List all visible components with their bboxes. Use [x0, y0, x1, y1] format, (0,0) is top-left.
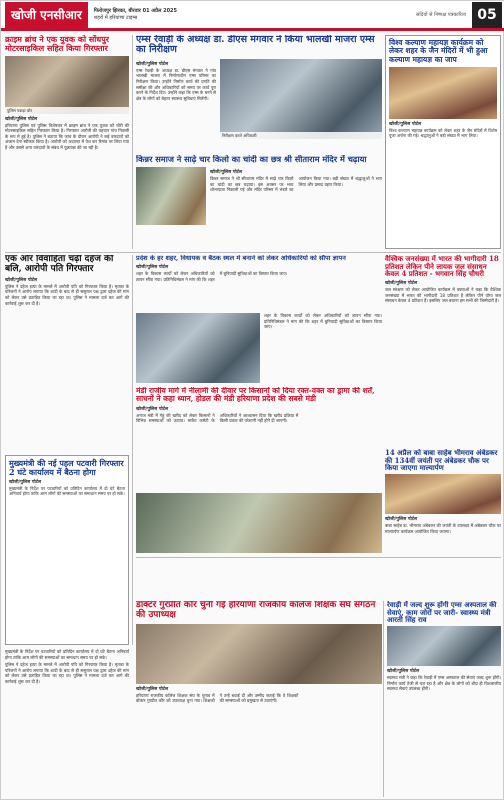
story-body: बाबा साहेब डा. भीमराव अंबेडकर की जयंती के उपलक्ष्य में अंबेडकर चौक पर माल्यार्पण कार्यक्रम आयोजित किया जाएगा। — [385, 523, 501, 534]
story-photo-meeting — [136, 313, 260, 383]
story-body: विश्व कल्याण महायज्ञ कार्यक्रम को लेकर शहर के जैन मंदिरों में विशेष पूजा अर्चना की गई। श्रद्धालुओं ने बड़ी संख्या में भाग लिया। — [389, 127, 497, 139]
story-kinnar-samaj — [136, 155, 382, 249]
byline: खोजी/पुलिस पोर्टल — [136, 686, 169, 692]
byline: खोजी/पुलिस पोर्टल — [136, 265, 169, 271]
headline: एक और विवाहिता चढ़ी दहेज की बलि, आरोपी पति गिरफ्तार — [5, 255, 114, 274]
headline: मुख्यमंत्री की नई पहल पटवारी गिरफ्तार 2 घंटे कार्यालय में बैठना होगा — [9, 458, 124, 477]
row-rule — [136, 557, 501, 558]
masthead-info — [88, 8, 410, 22]
story-rewari-aiims — [387, 601, 501, 797]
headline: विश्व कल्याण महायज्ञ कार्यक्रम को लेकर शहर के जैन मंदिरों में भी हुआ कल्याण महायज्ञ का जाप — [389, 38, 488, 64]
story-body: किन्नर समाज ने श्री सीताराम मंदिर में साढ़े चार किलो का चांदी का छत्र चढ़ाया। इस अवसर पर भव्य शोभायात्रा निकाली गई और मंदिर परिसर में भंडारे का आयोजन किया गया। बड़ी संख्या में श्रद्धालुओं ने भाग लिया और प्रसाद ग्रहण किया। — [210, 176, 382, 193]
story-photo — [387, 626, 501, 666]
story-body: मुख्यमंत्री के निर्देश पर पटवारियों को प्रतिदिन कार्यालय में दो घंटे बैठना अनिवार्य होगा ताकि आम लोगों की समस्याओं का समाधान समय पर हो सके। — [9, 485, 125, 497]
column-rule — [132, 255, 133, 645]
byline: खोजी/पुलिस पोर्टल — [385, 517, 418, 523]
headline: 14 अप्रैल को बाबा साहेब भीमराव अंबेडकर की 134वीं जयंती पर अंबेडकर चौक पर किया जाएगा माल्यार्पण — [385, 449, 498, 473]
story-body: स्वास्थ्य मंत्री ने कहा कि रेवाड़ी में एम्स अस्पताल की सेवाएं जल्द शुरू होंगी। निर्माण कार्य तेजी से चल रहा है और क्षेत्र के लोगों को शीघ्र ही विश्वस्तरीय स्वास्थ्य सेवाएं उपलब्ध होंगी। — [387, 675, 501, 692]
story-body: एम्स रेवाड़ी के अध्यक्ष डा. डीएस मंगवार ने गांव भालखी माजरा में निर्माणाधीन एम्स परिसर का निरीक्षण किया। उन्होंने निर्माण कार्य की प्रगति की समीक्षा की और अधिकारियों को समय पर कार्य पूरा करने के निर्देश दिए। उन्होंने कहा कि एम्स के बनने से क्षेत्र के लोगों को बेहतर स्वास्थ्य सुविधाएं मिलेंगी। — [136, 67, 216, 101]
headline: मंडी राजीव मार्ग में नीलामी की दीवार पर किसानों को दिया रक्त-वक्त का ड्रामा की शर्तें, साधनों ने कहा ध्यान, होडल की मंडी हरियाणा प्रदेश की सबसे मंडी — [136, 387, 375, 404]
byline: खोजी/पुलिस पोर्टल — [210, 170, 243, 176]
masthead-subtitle: शहरों में हरियाणा टाइम्स — [93, 14, 138, 21]
headline: डॉक्टर गुरप्रीत कौर चुनी गई हरियाणा राजकीय कॉलेज शिक्षक संघ संगठन की उपाध्यक्ष — [136, 601, 376, 620]
brand-logo: खोजी एनसीआर — [5, 2, 88, 28]
masthead-tagline: सदियों से निष्पक्ष पत्रकारिता — [416, 11, 466, 18]
story-body: शहर के विकास कार्यों को लेकर अधिकारियों को ज्ञापन सौंपा गया। प्रतिनिधिमंडल ने मांग की कि शहर में बुनियादी सुविधाओं का विस्तार किया जाए। — [264, 313, 382, 330]
story-body: मुख्यमंत्री के निर्देश पर पटवारियों को प्रतिदिन कार्यालय में दो घंटे बैठना अनिवार्य होगा ताकि आम लोगों की समस्याओं का समाधान समय पर हो सके। — [5, 649, 129, 660]
story-crime-branch — [5, 35, 129, 249]
story-patwari-continued — [5, 649, 129, 797]
story-body: हरियाणा राजकीय कॉलेज शिक्षक संघ के चुनाव में डॉक्टर गुरप्रीत कौर को उपाध्यक्ष चुना गया। शिक्षकों ने उन्हें बधाई दी और उम्मीद जताई कि वे शिक्षकों की समस्याओं को प्रमुखता से उठाएंगी। — [136, 692, 299, 704]
byline: खोजी/पुलिस पोर्टल — [389, 121, 422, 127]
column-rule — [383, 601, 384, 797]
photo-caption: निरीक्षण करते अधिकारी — [220, 132, 382, 139]
story-body: अनाज मंडी में गेहूं की खरीद को लेकर किसानों ने विभिन्न समस्याओं को उठाया। मार्केट कमेटी के अधिकारियों ने आश्वासन दिया कि खरीद प्रक्रिया में किसी प्रकार की परेशानी नहीं होने दी जाएगी। — [136, 412, 299, 424]
headline: किन्नर समाज ने साढ़े चार किलो का चांदी का छत्र श्री सीताराम मंदिर में चढ़ाया — [136, 155, 367, 164]
byline: खोजी/पुलिस पोर्टल — [387, 669, 420, 675]
story-water-resources — [385, 255, 501, 447]
byline: खोजी/पुलिस पोर्टल — [9, 479, 42, 485]
story-aiims-inspection — [136, 35, 382, 153]
byline: खोजी/पुलिस पोर्टल — [136, 406, 169, 412]
story-body: हरियाणा पुलिस एवं पुलिस विशेषकर में क्राइम ब्रांच ने एक युवक को चोरी की मोटरसाइकिल सहित गिरफ्तार किया है। गिरफ्तार आरोपी की पहचान गांव निवासी के रूप में हुई है। पुलिस ने बताया कि जांच के दौरान आरोपी ने कई वारदातों को अंजाम देना स्वीकार किया है। आरोपी को अदालत में पेश कर रिमांड पर लिया गया है और उससे अन्य वारदातों के संबंध में पूछताछ की जा रही है। — [5, 122, 129, 150]
row-rule — [5, 252, 501, 253]
story-mandi-farmers — [136, 387, 382, 491]
story-body: शहर के विकास कार्यों को लेकर अधिकारियों को ज्ञापन सौंपा गया। प्रतिनिधिमंडल ने मांग की कि शहर में बुनियादी सुविधाओं का विस्तार किया जाए। — [136, 271, 288, 282]
byline: खोजी/पुलिस पोर्टल — [136, 61, 169, 67]
story-gurpreet-kaur — [136, 601, 382, 797]
masthead — [1, 1, 504, 31]
column-rule — [132, 35, 133, 249]
story-memorandum — [136, 255, 382, 311]
headline: प्रदेश के हर शहर, विधायक व बैठक स्थल में बनाने को लेकर अधिकारियों को सौंपा ज्ञापन — [136, 255, 346, 262]
story-jain-mahayagya — [385, 35, 501, 249]
headline: वैश्विक जनसंख्या में भारत की भागीदारी 18 प्रतिशत लेकिन पीने लायक जल संसाधन केवल 4 प्रतिशत - भगवान सिंह चौधरी — [385, 255, 499, 279]
story-photo — [389, 67, 497, 119]
headline: रेवाड़ी में जल्द शुरू होंगी एम्स अस्पताल की सेवाएं, काम जोरों पर जारी- स्वास्थ्य मंत्री आरती सिंह राव — [387, 601, 497, 625]
story-photo — [220, 59, 382, 139]
story-body: जल संरक्षण को लेकर आयोजित कार्यक्रम में वक्ताओं ने कहा कि वैश्विक जनसंख्या में भारत की भागीदारी 18 प्रतिशत है लेकिन पीने योग्य जल संसाधन केवल 4 प्रतिशत हैं। इसलिए जल बचाना हम सभी की जिम्मेदारी है। — [385, 287, 501, 304]
story-memorandum-continued — [264, 313, 382, 383]
masthead-date: फिरोजपुर झिरका, बीरवार 01 अप्रैल 2025 — [93, 7, 178, 14]
headline: एम्स रेवाड़ी के अध्यक्ष डा. डीएस मंगवार ने किया भालखी माजरा एम्स का निरीक्षण — [136, 35, 375, 56]
byline: खोजी/पुलिस पोर्टल — [385, 281, 418, 287]
story-patwari — [5, 455, 129, 645]
story-body: पुलिस ने दहेज हत्या के मामले में आरोपी पति को गिरफ्तार किया है। मृतका के परिजनों ने आरोप लगाया कि शादी के बाद से ही ससुराल पक्ष द्वारा दहेज की मांग को लेकर उसे प्रताड़ित किया जा रहा था। पुलिस ने मामला दर्ज कर आगे की कार्रवाई शुरू कर दी है। — [5, 662, 129, 684]
byline: खोजी/पुलिस पोर्टल — [5, 277, 38, 283]
story-ambedkar-jayanti — [385, 449, 501, 597]
headline: क्राइम ब्रांच ने एक युवक को सोंधपुर मोटरसाइकिल सहित किया गिरफ्तार — [5, 35, 110, 53]
story-photo — [5, 56, 129, 114]
page-number: 05 — [472, 2, 502, 28]
story-body: पुलिस ने दहेज हत्या के मामले में आरोपी पति को गिरफ्तार किया है। मृतका के परिजनों ने आरोप लगाया कि शादी के बाद से ही ससुराल पक्ष द्वारा दहेज की मांग को लेकर उसे प्रताड़ित किया जा रहा था। पुलिस ने मामला दर्ज कर आगे की कार्रवाई शुरू कर दी है। — [5, 283, 129, 306]
story-photo-mandi — [136, 493, 382, 553]
photo-caption: पुलिस पकड़ा चोर — [5, 107, 129, 114]
story-photo — [136, 624, 382, 684]
story-photo — [136, 167, 206, 225]
story-photo — [385, 474, 501, 514]
story-dowry-death — [5, 255, 129, 451]
byline: खोजी/पुलिस पोर्टल — [5, 116, 38, 122]
